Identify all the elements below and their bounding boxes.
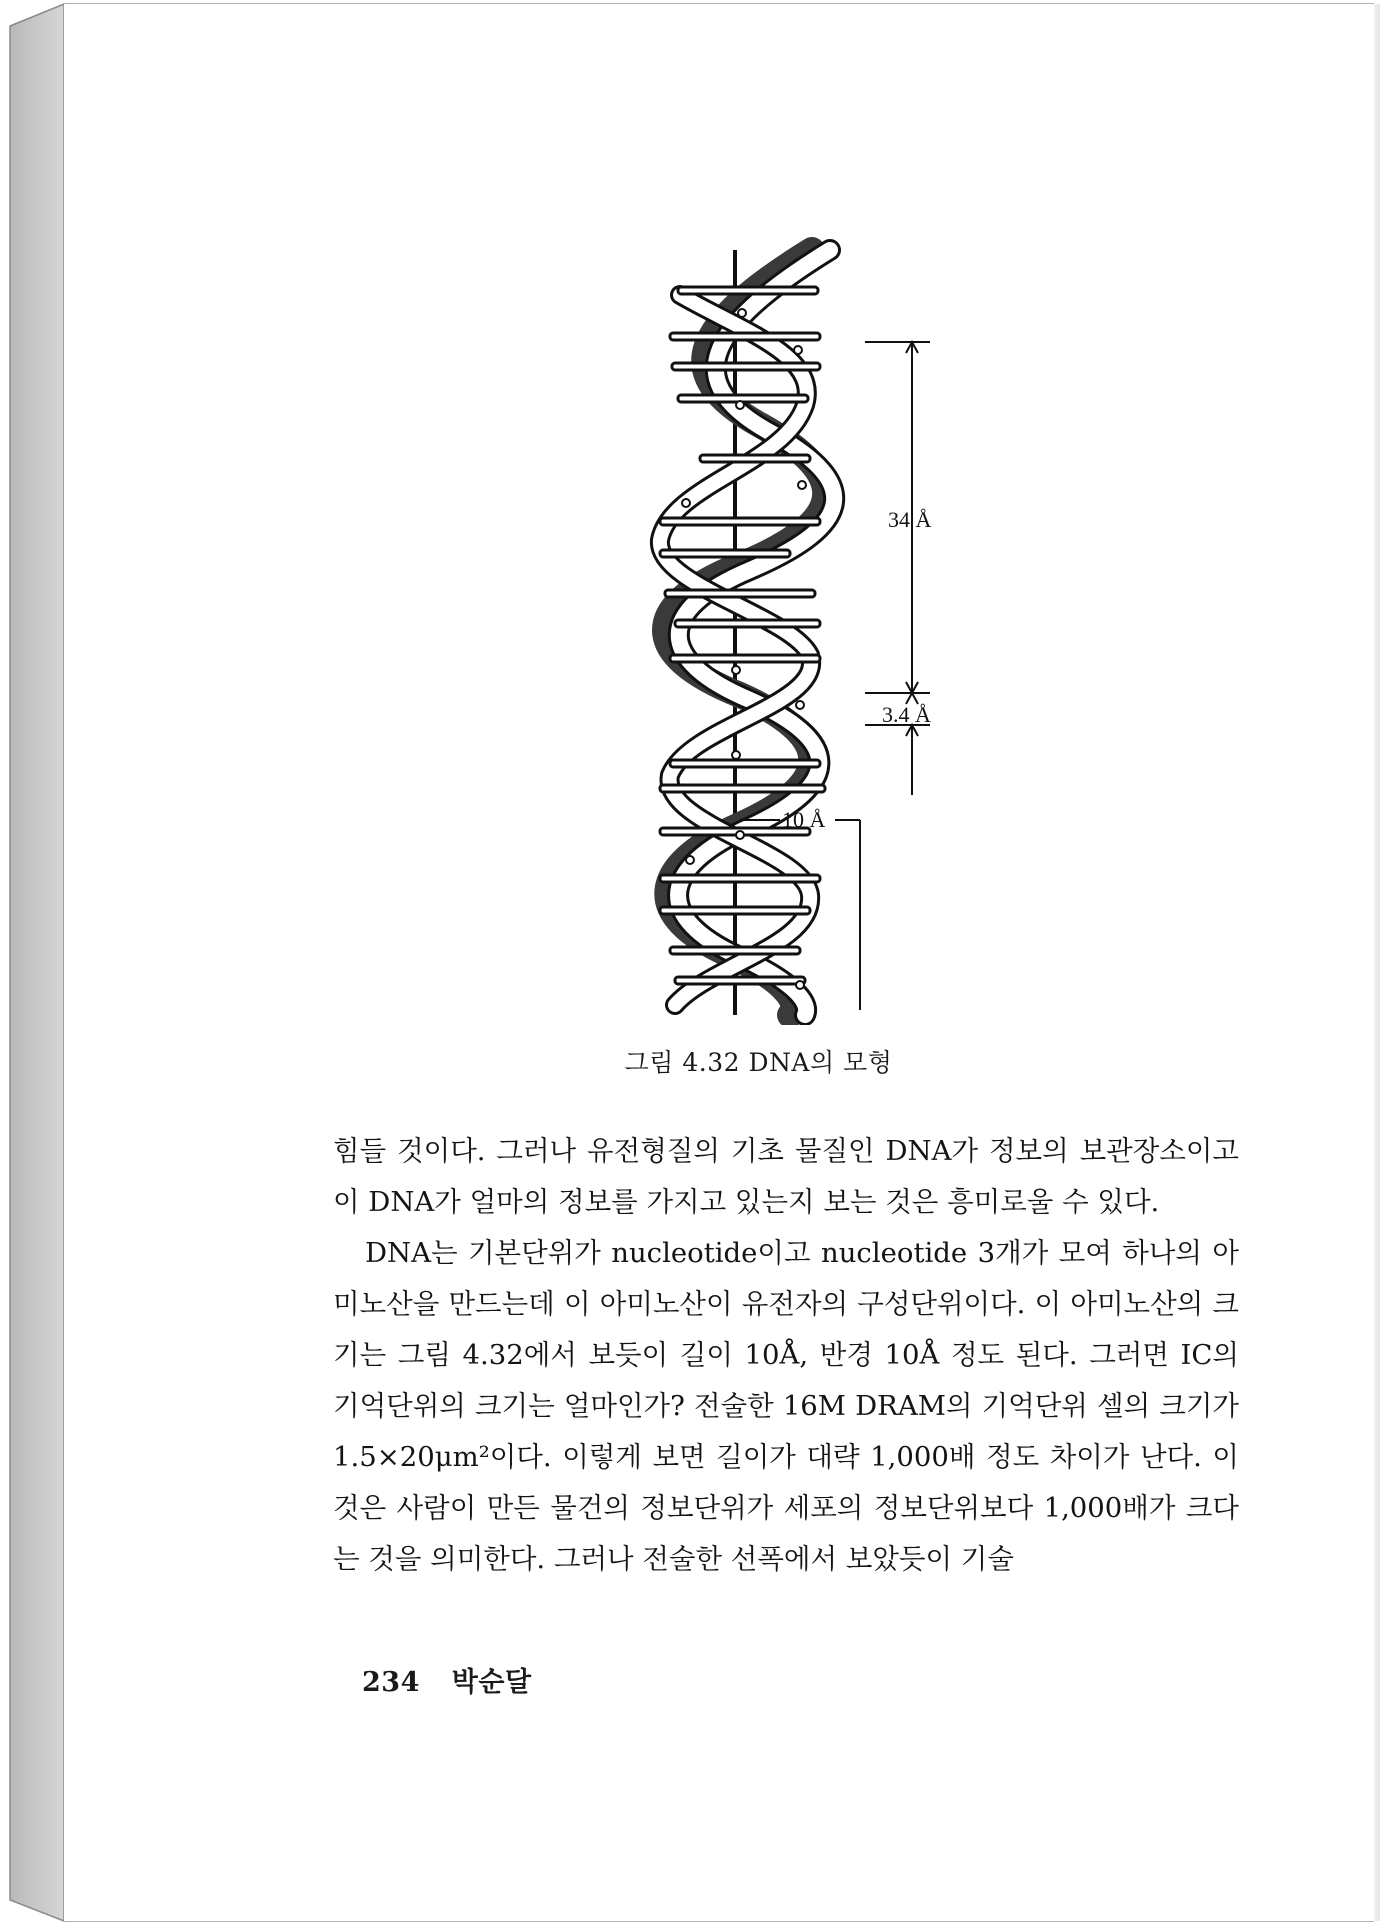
author-name: 박순달 (451, 1667, 532, 1698)
page-footer (362, 1660, 532, 1699)
dna-helix-figure (560, 235, 980, 1025)
rise-label: 3.4 Å (882, 702, 931, 727)
body-text (333, 1126, 1239, 1585)
pitch-label: 34 Å (888, 507, 932, 532)
paragraph-2: DNA는 기본단위가 nucleotide이고 nucleotide 3개가 모여 하나의 아미노산을 만드는데 이 아미노산이 유전자의 구성단위이다. 이 아미노산의 크기는 그림 4.32에서 보듯이 길이 10Å, 반경 10Å 정도 된다. 그러면 IC의 기억단위의 크기는 얼마인가? 전술한 16M DRAM의 기억단위 셀의 크기가 1.5×20μm²이다. 이렇게 보면 길이가 대략 1,000배 정도 차이가 난다. 이것은 사람이 만든 물건의 정보단위가 세포의 정보단위보다 1,000배가 크다는 것을 의미한다. 그러나 전술한 선폭에서 보았듯이 기술 (333, 1237, 1239, 1575)
page-number: 234 (362, 1667, 420, 1698)
paragraph-1: 힘들 것이다. 그러나 유전형질의 기초 물질인 DNA가 정보의 보관장소이고 이 DNA가 얼마의 정보를 가지고 있는지 보는 것은 흥미로울 수 있다. (333, 1135, 1239, 1218)
radius-label: 10 Å (782, 807, 826, 832)
figure-caption: 그림 4.32 DNA의 모형 (624, 1048, 893, 1077)
